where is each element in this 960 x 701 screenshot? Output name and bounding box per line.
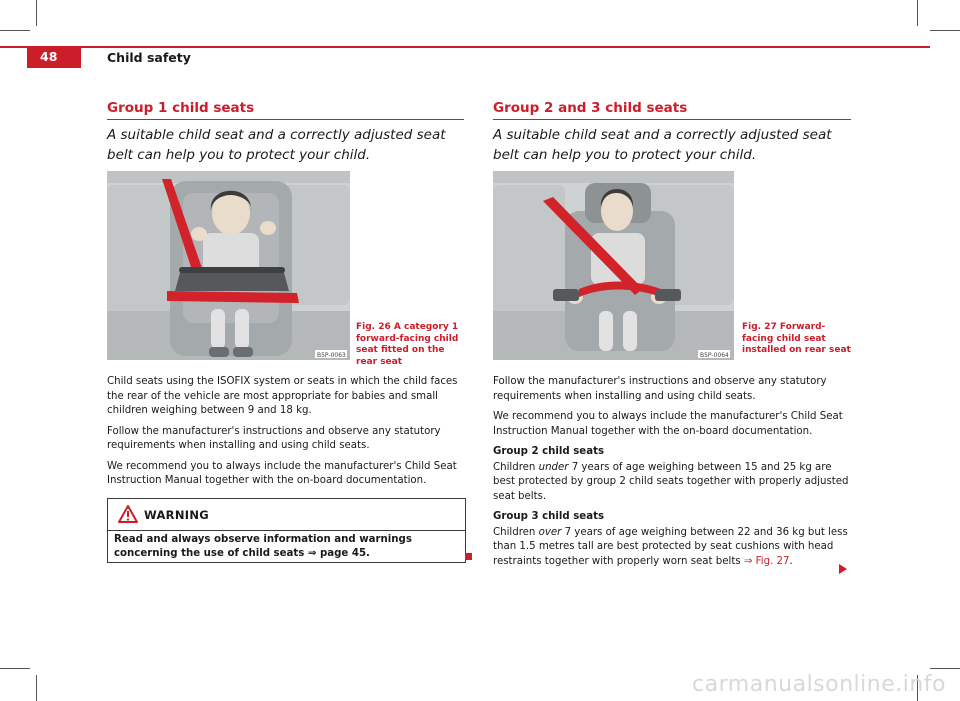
figure-27-caption: Fig. 27 Forward-facing child seat installed on rear seat xyxy=(742,322,851,355)
figure-code: B5P-0064 xyxy=(700,352,729,359)
crop-mark xyxy=(930,30,960,31)
crop-mark xyxy=(36,0,37,26)
paragraph: Child seats using the ISOFIX system or seats in which the child faces the rear of the vehicle are most appropriate for babies and small children weighing between 9 and 18 kg. xyxy=(107,376,458,416)
page-number: 48 xyxy=(40,49,58,64)
paragraph: We recommend you to always include the manufacturer's Child Seat Instruction Manual together with the on-board documentation. xyxy=(107,460,457,486)
child-seat-group2-illustration xyxy=(493,171,734,360)
text: Children xyxy=(493,461,539,473)
header-rule xyxy=(0,46,930,48)
warning-divider xyxy=(108,530,465,531)
continue-arrow-icon xyxy=(839,564,847,574)
right-body xyxy=(493,375,851,570)
section-intro: A suitable child seat and a correctly adjusted seat belt can help you to protect your child. xyxy=(107,127,446,163)
warning-box xyxy=(107,498,466,563)
warning-header xyxy=(108,499,465,529)
text: Children xyxy=(493,526,539,538)
emphasis: under xyxy=(538,461,569,473)
figure-26-illustration xyxy=(107,171,350,360)
child-seat-group1-illustration xyxy=(107,171,350,360)
section-end-marker xyxy=(465,553,472,560)
crop-mark xyxy=(0,30,30,31)
running-title: Child safety xyxy=(107,50,191,65)
crop-mark xyxy=(36,675,37,701)
text: 7 years of age weighing between 22 and 36 kg but less than 1.5 metres tall are best protected by seat cushions with head restraints together with properly worn seat belts xyxy=(493,526,848,567)
figure-code: B5P-0063 xyxy=(317,352,346,359)
text: . xyxy=(789,555,793,567)
crop-mark xyxy=(917,0,918,26)
warning-text: Read and always observe information and warnings concerning the use of child seats ⇒ page 45. xyxy=(114,534,412,559)
section-rule xyxy=(493,119,851,120)
watermark: carmanualsonline.info xyxy=(692,672,946,697)
figure-27-illustration xyxy=(493,171,734,360)
warning-triangle-icon xyxy=(118,505,138,523)
subheading-group3: Group 3 child seats xyxy=(493,511,605,522)
figure-26-caption: Fig. 26 A category 1 forward-facing child seat fitted on the rear seat xyxy=(356,322,459,367)
section-title-group1: Group 1 child seats xyxy=(107,100,255,116)
text: 7 years of age weighing between 15 and 25 kg are best protected by group 2 child seats together with properly adjusted seat belts. xyxy=(493,461,849,502)
subheading-group2: Group 2 child seats xyxy=(493,446,605,457)
crop-mark xyxy=(930,668,960,669)
paragraph: We recommend you to always include the manufacturer's Child Seat Instruction Manual together with the on-board documentation. xyxy=(493,411,843,437)
section-rule xyxy=(107,119,464,120)
crop-mark xyxy=(0,668,30,669)
section-intro: A suitable child seat and a correctly adjusted seat belt can help you to protect your child. xyxy=(493,127,832,163)
paragraph: Follow the manufacturer's instructions and observe any statutory requirements when installing and using child seats. xyxy=(107,425,441,451)
section-title-group2-3: Group 2 and 3 child seats xyxy=(493,100,688,116)
left-body xyxy=(107,375,464,495)
figure-27-link[interactable]: ⇒ Fig. 27 xyxy=(743,555,790,567)
emphasis: over xyxy=(538,526,562,538)
warning-label: WARNING xyxy=(144,508,209,522)
paragraph: Follow the manufacturer's instructions and observe any statutory requirements when installing and using child seats. xyxy=(493,376,827,402)
